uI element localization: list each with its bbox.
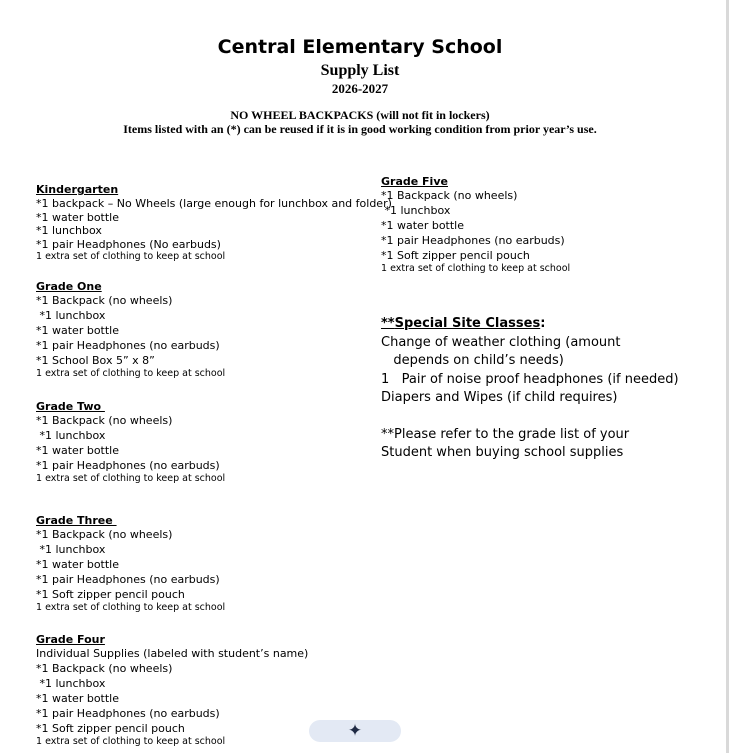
list-item: *1 water bottle [36,558,119,571]
special-site-note: **Please refer to the grade list of your [381,426,630,442]
list-item: *1 Soft zipper pencil pouch [36,588,185,601]
section-heading: Grade One [36,280,102,293]
list-item: *1 pair Headphones (No earbuds) [36,237,221,251]
special-site-prefix: ** [381,316,395,331]
list-item: *1 Backpack (no wheels) [36,294,173,307]
section-heading: Grade Three [36,514,117,527]
list-item: *1 pair Headphones (no earbuds) [36,339,220,352]
special-site-heading-line [381,315,679,334]
list-item: *1 pair Headphones (no earbuds) [381,234,565,247]
section-heading: Grade Five [381,175,448,188]
no-wheels-notice: NO WHEEL BACKPACKS (will not fit in lockers) [230,108,490,122]
grade-five-section [381,175,570,274]
section-heading: Grade Two [36,400,105,413]
list-item: *1 backpack – No Wheels (large enough for lunchbox and folder) [36,197,392,210]
list-item: *1 water bottle [36,324,119,337]
sparkle-icon: ✦ [347,721,363,741]
clothing-note: 1 extra set of clothing to keep at school [36,368,226,379]
list-item: *1 pair Headphones (no earbuds) [36,707,220,720]
list-item: *1 water bottle [36,692,119,705]
list-item: *1 water bottle [381,219,464,232]
list-item: *1 Backpack (no wheels) [36,528,173,541]
clothing-note: 1 extra set of clothing to keep at school [36,736,226,747]
list-item: *1 Backpack (no wheels) [36,414,173,427]
list-item: *1 lunchbox [36,429,106,442]
list-item: *1 lunchbox [36,309,106,322]
list-item: *1 Backpack (no wheels) [36,662,173,675]
list-item: *1 lunchbox [36,224,102,237]
grade-four-section [36,633,308,747]
list-item: *1 Soft zipper pencil pouch [36,722,185,735]
special-site-line: 1 Pair of noise proof headphones (if needed) [381,371,679,387]
clothing-note: 1 extra set of clothing to keep at school [36,602,226,613]
doc-title: Supply List [320,62,400,79]
list-item: *1 lunchbox [36,677,106,690]
list-item: *1 School Box 5” x 8” [36,354,155,367]
grade-two-section [36,400,225,484]
assistant-button[interactable] [309,720,401,742]
list-item: Individual Supplies (labeled with student’s name) [36,647,309,660]
kindergarten-section [36,183,392,262]
list-item: *1 water bottle [36,210,119,224]
clothing-note: 1 extra set of clothing to keep at school [36,251,226,262]
reuse-notice: Items listed with an (*) can be reused if it is in good working condition from prior year’s use. [123,122,597,136]
section-heading: Kindergarten [36,183,119,196]
special-site-line: Diapers and Wipes (if child requires) [381,390,618,405]
list-item: *1 water bottle [36,444,119,457]
special-site-heading: Special Site Classes [394,316,541,331]
list-item: *1 pair Headphones (no earbuds) [36,459,220,472]
list-item: *1 pair Headphones (no earbuds) [36,573,220,586]
clothing-note: 1 extra set of clothing to keep at school [381,263,571,274]
list-item: *1 Soft zipper pencil pouch [381,249,530,262]
special-site-line: depends on child’s needs) [381,353,564,368]
list-item: *1 Backpack (no wheels) [381,189,518,202]
grade-three-section [36,514,225,613]
school-name: Central Elementary School [217,36,503,58]
special-site-colon: : [540,316,546,331]
grade-one-section [36,280,225,379]
list-item: *1 lunchbox [381,204,451,217]
special-site-line: Change of weather clothing (amount [381,334,621,350]
school-year: 2026-2027 [331,81,389,96]
list-item: *1 lunchbox [36,543,106,556]
special-site-section [381,315,679,463]
clothing-note: 1 extra set of clothing to keep at school [36,473,226,484]
special-site-note: Student when buying school supplies [381,445,624,460]
section-heading: Grade Four [36,633,105,646]
